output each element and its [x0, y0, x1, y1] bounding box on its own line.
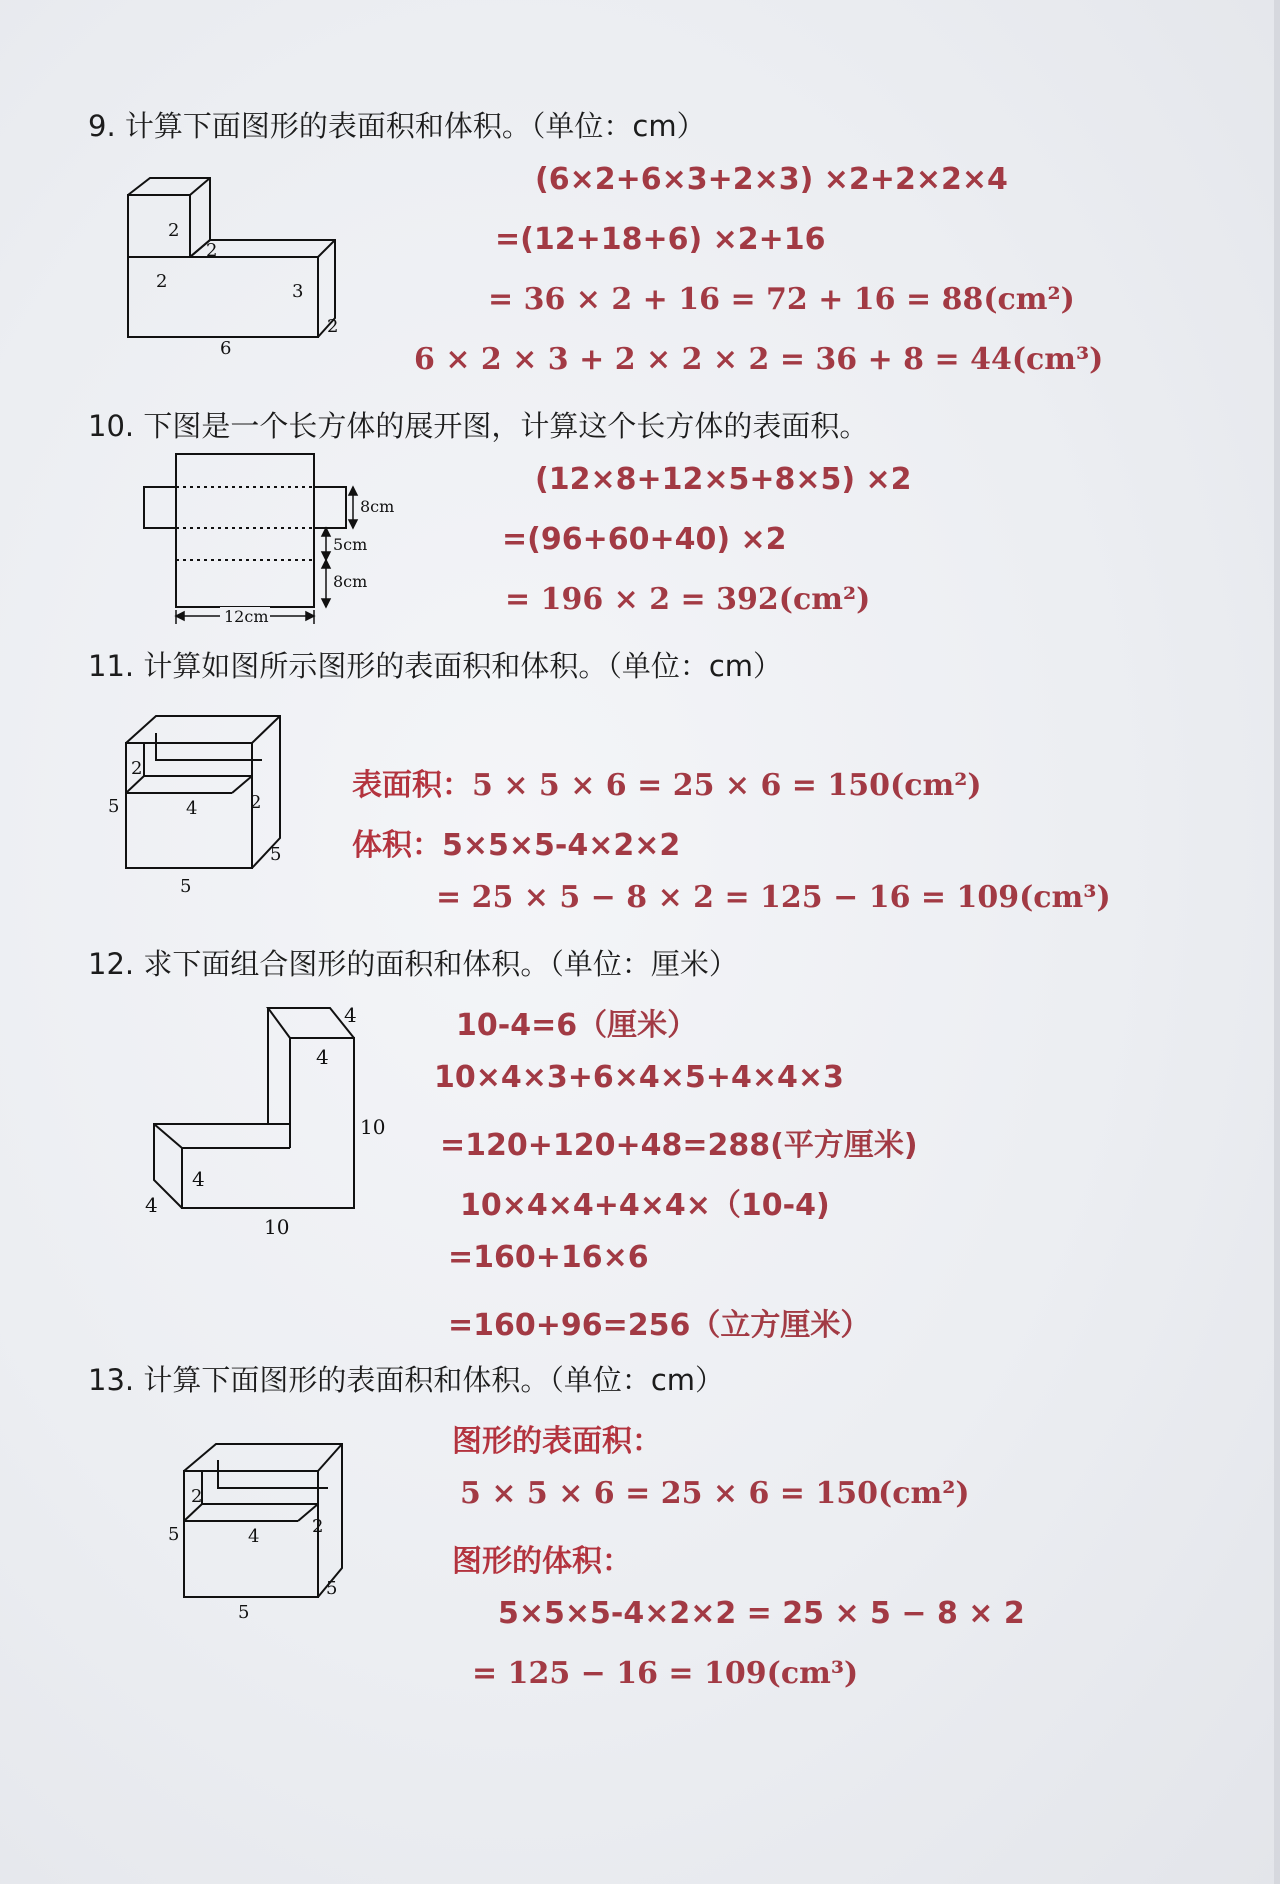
- q11-volume-1: 5×5×5-4×2×2: [442, 828, 681, 863]
- q9-line-3: = 36 × 2 + 16 = 72 + 16 = 88(cm²): [488, 282, 1075, 317]
- q12-line-5: =160+16×6: [448, 1240, 649, 1275]
- q11-label-h: 5: [108, 796, 120, 817]
- q12-line-1: 10-4=6（厘米）: [456, 1008, 698, 1043]
- q13-surface: 5 × 5 × 6 = 25 × 6 = 150(cm²): [460, 1476, 970, 1511]
- q12-label-top-w: 4: [316, 1045, 329, 1069]
- q13-title: 13. 计算下面图形的表面积和体积。（单位：cm）: [88, 1363, 725, 1397]
- q11-label-cut-h: 2: [131, 758, 143, 779]
- q9-figure: [120, 170, 350, 360]
- q12-label-len: 10: [264, 1215, 290, 1239]
- q9-line-4: 6 × 2 × 3 + 2 × 2 × 2 = 36 + 8 = 44(cm³): [414, 342, 1104, 377]
- q11-label-cut-w: 4: [186, 798, 198, 819]
- q12-title: 12. 求下面组合图形的面积和体积。（单位：厘米）: [88, 947, 738, 981]
- q11-label-cut-d: 2: [250, 792, 262, 813]
- q9-label-base-front: 2: [156, 271, 168, 292]
- q11-label-w: 5: [180, 876, 192, 897]
- q12-label-h: 10: [360, 1115, 386, 1139]
- q13-label-w: 5: [238, 1602, 250, 1623]
- q10-figure: [138, 448, 408, 630]
- q10-label-a: 8cm: [360, 497, 395, 516]
- q9-label-base-h: 3: [292, 281, 304, 302]
- q9-title: 9. 计算下面图形的表面积和体积。（单位：cm）: [88, 109, 706, 143]
- q13-label-d: 5: [326, 1578, 338, 1599]
- q12-label-depth: 4: [145, 1193, 158, 1217]
- q10-title: 10. 下图是一个长方体的展开图，计算这个长方体的表面积。: [88, 409, 869, 443]
- q11-surface-row: [352, 760, 982, 804]
- q11-title: 11. 计算如图所示图形的表面积和体积。（单位：cm）: [88, 649, 783, 683]
- q9-label-top-d: 2: [206, 240, 218, 261]
- q9-label-base-d: 2: [327, 316, 339, 337]
- q10-label-w: 12cm: [224, 607, 269, 626]
- q12-label-front-h: 4: [192, 1167, 205, 1191]
- q9-line-1: (6×2+6×3+2×3) ×2+2×2×4: [535, 162, 1008, 197]
- q10-label-b: 5cm: [333, 535, 368, 554]
- q11-volume-row: [352, 820, 680, 864]
- q12-label-top-d: 4: [344, 1003, 357, 1027]
- q11-volume-2: = 25 × 5 − 8 × 2 = 125 − 16 = 109(cm³): [436, 880, 1111, 915]
- q13-volume-2: = 125 − 16 = 109(cm³): [472, 1656, 859, 1691]
- q12-line-6: =160+96=256（立方厘米）: [448, 1308, 871, 1343]
- q9-label-base-len: 6: [220, 338, 232, 359]
- q13-volume-label: 图形的体积：: [452, 1544, 632, 1579]
- q13-label-cut-w: 4: [248, 1526, 260, 1547]
- q10-line-2: =(96+60+40) ×2: [502, 522, 787, 557]
- q13-label-h: 5: [168, 1524, 180, 1545]
- q12-line-2: 10×4×3+6×4×5+4×4×3: [434, 1060, 844, 1095]
- q9-line-2: =(12+18+6) ×2+16: [495, 222, 826, 257]
- q13-label-cut-h: 2: [191, 1486, 203, 1507]
- q13-volume-1: 5×5×5-4×2×2 = 25 × 5 − 8 × 2: [498, 1596, 1025, 1631]
- q11-figure: [104, 708, 304, 898]
- q12-line-4: 10×4×4+4×4×（10-4): [460, 1188, 830, 1223]
- paper-edge: [1274, 0, 1280, 1884]
- q13-label-cut-d: 2: [312, 1516, 324, 1537]
- q11-surface: 5 × 5 × 6 = 25 × 6 = 150(cm²): [472, 768, 982, 803]
- q9-label-top-h: 2: [168, 220, 180, 241]
- q11-label-d: 5: [270, 844, 282, 865]
- q10-label-c: 8cm: [333, 572, 368, 591]
- q11-surface-label: 表面积：: [352, 768, 472, 803]
- q11-volume-label: 体积：: [352, 828, 442, 863]
- q13-figure: [162, 1436, 362, 1626]
- q10-line-1: (12×8+12×5+8×5) ×2: [535, 462, 912, 497]
- q12-line-3: =120+120+48=288(平方厘米): [440, 1128, 918, 1163]
- q10-line-3: = 196 × 2 = 392(cm²): [505, 582, 871, 617]
- q13-surface-label: 图形的表面积：: [452, 1424, 662, 1459]
- q12-figure: [140, 1000, 400, 1245]
